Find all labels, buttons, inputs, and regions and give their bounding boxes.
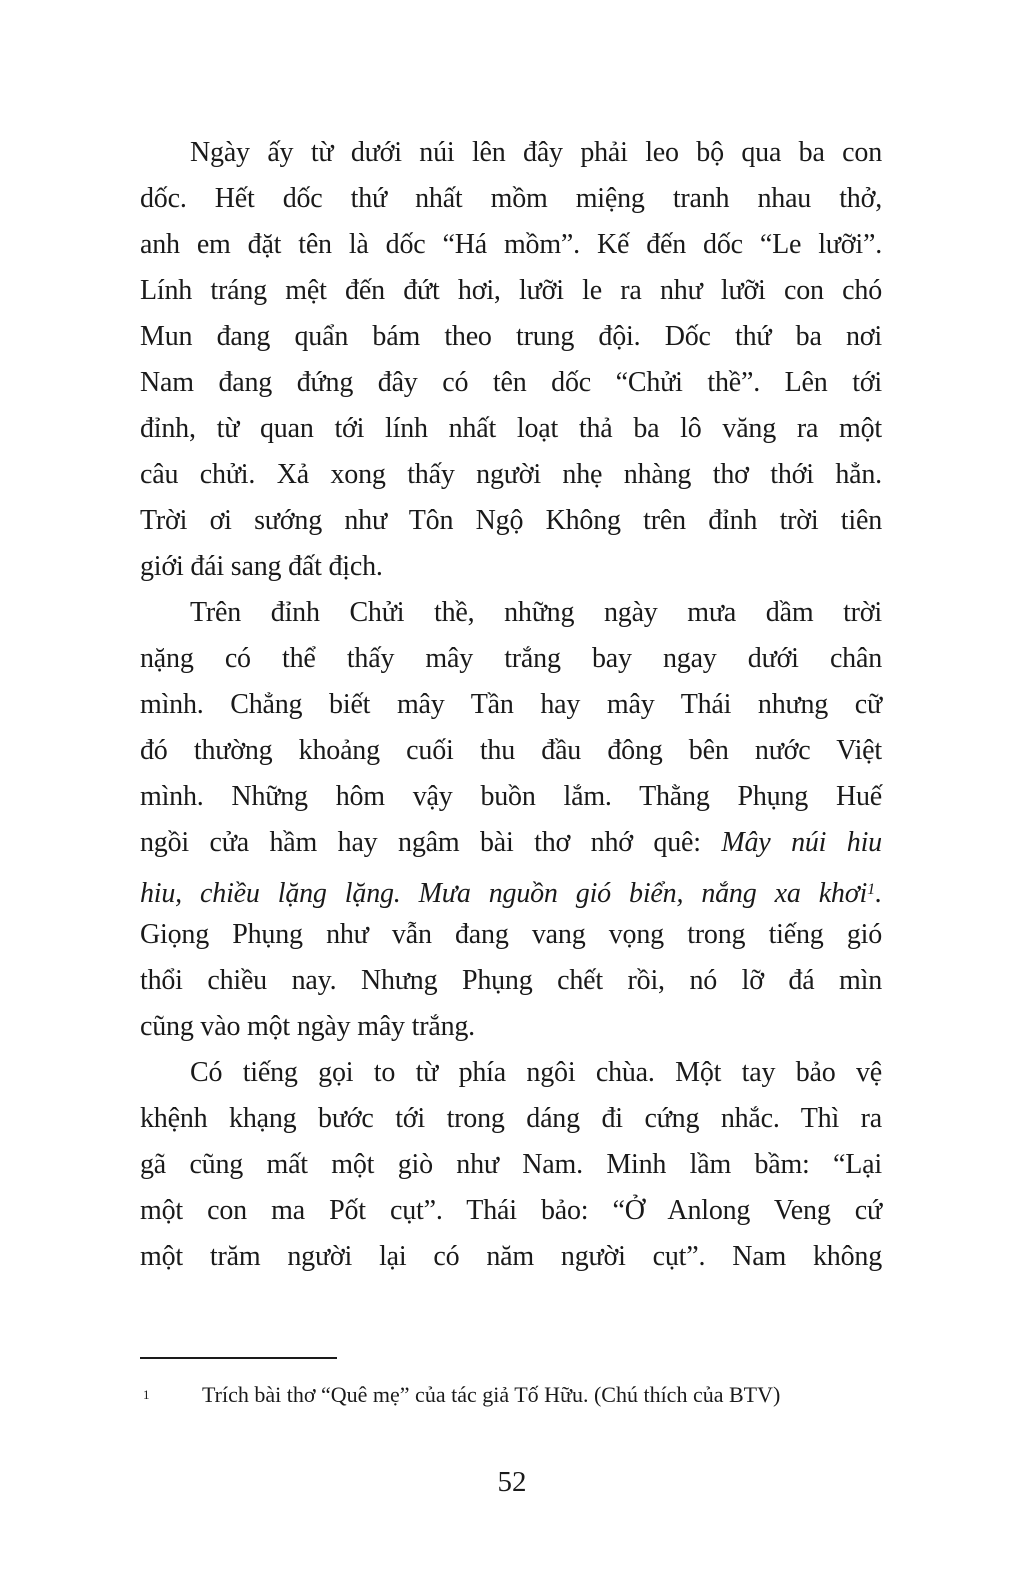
text-column — [140, 130, 882, 1280]
text-line — [140, 590, 882, 636]
text-segment: . — [875, 878, 882, 910]
text-segment: câu chửi. Xả xong thấy người nhẹ nhàng thơ thới hẳn. — [140, 459, 882, 490]
footnote-reference: 1 — [867, 880, 876, 898]
text-segment: Mây núi hiu — [721, 827, 882, 858]
text-segment: mình. Chẳng biết mây Tần hay mây Thái nhưng cữ — [140, 689, 882, 720]
text-line — [140, 452, 882, 498]
text-line — [140, 268, 882, 314]
text-line — [140, 958, 882, 1004]
text-line — [140, 406, 882, 452]
text-segment: Mun đang quẩn bám theo trung đội. Dốc thứ ba nơi — [140, 321, 882, 352]
paragraph — [140, 1050, 882, 1280]
text-segment: Trên đỉnh Chửi thề, những ngày mưa dầm trời — [190, 597, 882, 628]
footnote-text: Trích bài thơ “Quê mẹ” của tác giả Tố Hữu. (Chú thích của BTV) — [202, 1382, 781, 1407]
text-segment: nặng có thể thấy mây trắng bay ngay dưới chân — [140, 643, 882, 674]
text-segment: Có tiếng gọi to từ phía ngôi chùa. Một tay bảo vệ — [190, 1057, 882, 1088]
text-line — [140, 1234, 882, 1280]
footnote-marker: 1 — [143, 1387, 150, 1402]
text-segment: một con ma Pốt cụt”. Thái bảo: “Ở Anlong Veng cứ — [140, 1195, 882, 1226]
text-segment: hiu, chiều lặng lặng. Mưa nguồn gió biển, nắng xa khơi — [140, 878, 868, 910]
text-line — [140, 176, 882, 222]
text-line — [140, 682, 882, 728]
text-line — [140, 1050, 882, 1096]
paragraph — [140, 130, 882, 590]
text-line — [140, 222, 882, 268]
text-line — [140, 360, 882, 406]
text-segment: Trời ơi sướng như Tôn Ngộ Không trên đỉnh trời tiên — [140, 505, 882, 536]
text-line — [140, 544, 882, 590]
text-line — [140, 820, 882, 866]
footnote-rule — [140, 1357, 337, 1359]
text-segment: cũng vào một ngày mây trắng. — [140, 1011, 475, 1042]
text-line — [140, 1004, 882, 1050]
text-segment: thổi chiều nay. Nhưng Phụng chết rồi, nó lỡ đá mìn — [140, 965, 882, 996]
text-segment: giới đái sang đất địch. — [140, 551, 383, 582]
text-segment: dốc. Hết dốc thứ nhất mồm miệng tranh nhau thở, — [140, 183, 882, 214]
text-segment: ngồi cửa hầm hay ngâm bài thơ nhớ quê: — [140, 827, 722, 858]
text-segment: Nam đang đứng đây có tên dốc “Chửi thề”. Lên tới — [140, 367, 882, 398]
text-segment: anh em đặt tên là dốc “Há mồm”. Kế đến dốc “Le lưỡi”. — [140, 229, 882, 260]
text-segment: Lính tráng mệt đến đứt hơi, lưỡi le ra như lưỡi con chó — [140, 275, 882, 306]
text-line — [140, 314, 882, 360]
text-line — [140, 498, 882, 544]
text-line — [140, 636, 882, 682]
text-segment: gã cũng mất một giò như Nam. Minh lầm bầm: “Lại — [140, 1149, 882, 1180]
page-number: 52 — [497, 1466, 527, 1498]
text-line — [140, 130, 882, 176]
text-line — [140, 1188, 882, 1234]
text-segment: Giọng Phụng như vẫn đang vang vọng trong tiếng gió — [140, 919, 882, 950]
text-line — [140, 912, 882, 958]
text-line — [140, 774, 882, 820]
text-line — [140, 1096, 882, 1142]
text-segment: mình. Những hôm vậy buồn lắm. Thằng Phụng Huế — [140, 781, 882, 812]
text-segment: một trăm người lại có năm người cụt”. Nam không — [140, 1241, 882, 1272]
text-segment: Ngày ấy từ dưới núi lên đây phải leo bộ qua ba con — [190, 137, 882, 168]
text-segment: đỉnh, từ quan tới lính nhất loạt thả ba lô văng ra một — [140, 413, 882, 444]
footnote — [140, 1380, 882, 1410]
text-segment: đó thường khoảng cuối thu đầu đông bên nước Việt — [140, 735, 882, 766]
text-line — [140, 1142, 882, 1188]
text-segment: khệnh khạng bước tới trong dáng đi cứng nhắc. Thì ra — [140, 1103, 882, 1134]
paragraph — [140, 590, 882, 1050]
text-line — [140, 728, 882, 774]
text-line — [140, 866, 882, 912]
